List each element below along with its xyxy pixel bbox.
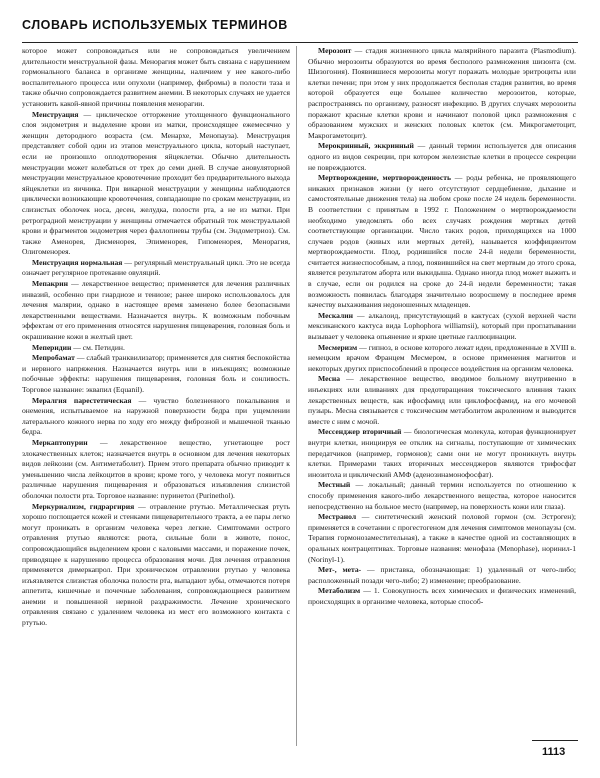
entry-text: — данный термин используется для описания одного из видов секреции, при котором железистые клетки в процессе секреции не повреждаются. <box>308 141 576 172</box>
entry-term: Местранол <box>318 512 357 522</box>
entry-text: — синтетический женский половой гормон (см. Эстроген); применяется в сочетании с прогестогеном для лечения симптомов менопаузы (см. Терапия гормонозаместительная), а также в качестве одной из составляющих в оральных контрацептивах. Торговые названия: менофаза (Menophase), норинил-1 (Norinyl-1). <box>308 512 576 564</box>
entry-term: Мерозоит <box>318 46 352 55</box>
glossary-entry <box>22 396 290 438</box>
left-column <box>22 46 290 629</box>
entry-text: — 1. Совокупность всех химических и физических изменений, происходящих в организме человека, которые способ- <box>308 586 576 606</box>
glossary-entry <box>308 311 576 343</box>
glossary-entry <box>308 343 576 375</box>
glossary-entry <box>308 46 576 141</box>
entry-term: Метаболизм <box>318 586 361 596</box>
glossary-entry <box>308 512 576 565</box>
glossary-entry <box>308 480 576 512</box>
glossary-entry <box>308 173 576 311</box>
entry-text: — отравление ртутью. Металлическая ртуть хорошо поглощается кожей и стенками пищеварительного тракта, а ее пары легко могут проникать в организм человека через легкие. Симптомами острого отравления ртутью являются: рвота, сильные боли в животе, понос, сопровождающийся выделением крови с каловыми массами, и поражение почек, приводящее к нарушению процесса образования мочи. Для лечения отравления применяется димеркапрол. При хроническом отравлении ртутью у человека изъязвляется слизистая оболочка полости рта, выпадают зубы, отмечаются потеря аппетита, кишечные и почечные заболевания, сопровождающиеся развитием анемии и повышенной нервной раздражимости. Лечение хронического отравления связано с удалением человека из мест его возможного контакта с ртутью. <box>22 501 290 628</box>
entry-term: Мералгия парестетическая <box>32 395 132 405</box>
entry-text: — биологическая молекула, которая функционирует внутри клетки, инициируя ее отклик на сигналы, поступающие от химических передатчиков (например, гормонов); сами они не могут проникнуть внутрь клетки. Примерами таких вторичных мессенджеров являются трифосфат инозитола и циклический АМФ (аденозинамонофосфат). <box>308 427 577 479</box>
right-column <box>308 46 576 607</box>
entry-text: — лекарственное вещество; применяется для лечения различных инвазий, особенно при гиардиозе и тениозе; ранее широко использовалось для лечения малярии, однако в настоящее время заменено более безопасными лекарственными веществами. Назначается внутрь. К возможным побочным эффектам от его применения относятся нарушения пищеварения, головная боль и окрашивание кожи в желтый цвет. <box>22 279 290 342</box>
entry-term: Мет-, мета- <box>318 565 362 575</box>
glossary-entry <box>22 110 290 258</box>
glossary-entry <box>22 343 290 354</box>
entry-term: Меперидин <box>32 342 72 352</box>
entry-term: Мескалин <box>318 310 354 320</box>
glossary-entry <box>22 502 290 629</box>
page-header <box>22 16 578 43</box>
entry-text: — алкалоид, присутствующий в кактусах (сухой верхней части мексиканского кактуса вида Lophophora williamsii), который при проглатывании вызывает у человека опьянение и яркие цветные галлюцинации. <box>308 310 576 342</box>
page-number-rule <box>532 740 578 741</box>
entry-term: Менструация нормальная <box>32 257 123 267</box>
glossary-entry <box>308 141 576 173</box>
entry-text: — регулярный менструальный цикл. Это не всегда означает регулярное протекание овуляций. <box>22 257 291 278</box>
glossary-entry <box>308 374 576 427</box>
entry-text: — лекарственное вещество, угнетающее рост злокачественных клеток; назначается внутрь в основном для лечения некоторых видов лейкозии (см. Антиметаболит). Прием этого препарата обычно приводит к уменьшению числа лейкоцитов в крови; кроме того, у человека могут появиться различные нарушения пищеварения и образоваться изъязвления слизистой оболочки полости рта. Торговое название: пуринетол (Purinethol). <box>22 437 290 500</box>
glossary-entry <box>22 279 290 343</box>
glossary-entry <box>308 565 576 586</box>
column-divider <box>296 46 297 746</box>
entry-term: Мертворождение, мертворожденность <box>318 173 451 183</box>
entry-text: — лекарственное вещество, вводимое больному внутривенно в инъекциях или вливаниях для предотвращения токсического влияния таких лекарственных веществ, как ифосфамид или циклофосфамид, на его мочевой пузырь. Месна связывается с токсическим метаболитом акролеином и выводится вместе с ним с мочой. <box>308 374 577 426</box>
entry-text: — см. Петидин. <box>73 342 125 352</box>
glossary-entry <box>22 438 290 502</box>
entry-text: — стадия жизненного цикла малярийного паразита (Plasmodium). Обычно мерозоиты образуются во время бесполого размножения шизонта (см. Шизогония). Появившиеся мерозоиты могут поражать молодые эритроциты или клетки печени; при этом у них продолжается бесполая стадия развития, во время которой образуется еще большее количество мерозоитов, которые, распространяясь по организму, разносят инфекцию. В других случаях мерозоиты поражают красные клетки крови и начинают половой цикл размножения с образованием мужских и женских половых клеток (см. Микрогаметоцит, Макрогаметоцит). <box>308 46 576 140</box>
entry-text: — циклическое отторжение утолщенного функционального слоя эндометрия и выделение крови из матки, происходящее ежемесячно у женщин детородного возраста (см. Менархе, Менопауза). Менструация представляет собой один из этапов менструального цикла, который наступает, если не произошло оплодотворения яйцеклетки. Обычно длительность менструации может колебаться от трех до семи дней. В случае ановуляторной менструации менструальное кровотечение проходит без предварительного выхода яйцеклетки из яичника. При викарной менструации у женщины наблюдаются циклически возникающие кровотечения, совпадающие по срокам менструации, из слизистых оболочек носа, десен, желудка, полости рта, а не из матки. При ретроградной менструации у женщины отмечается обратный ток менструальной крови и фрагментов эндометрия через фаллопиевы трубы (см. Эндометриоз). См. также Аменорея, Дисменорея, Эпименорея, Гипоменорея, Менорагия, Олигоменорея. <box>22 109 291 257</box>
entry-text: которое может сопровождаться или не сопровождаться увеличением длительности менструальной фазы. Менорагия может быть связана с нарушением гормонального баланса в организме женщины, наличием у нее какого-либо воспалительного процесса или опухоли (например, фибромы) в полости таза и также обычно сопровождается развитием анемии. В некоторых случаях не удается установить какой-явной причины появления менорагии. <box>22 46 290 108</box>
entry-text: — роды ребенка, не проявляющего никаких признаков жизни (у него отсутствуют сердцебиение, дыхание и самостоятельные движения тела) на любом сроке после 24 недель беременности. В соответствии с принятым в 1992 г. Положением о мертворождаемости необходимо уведомлять обо всех случаях рождения мертвых детей соответствующие организации. Число таких родов, приходящихся на 1000 случаев родов (живых или мертвых детей), называется коэффициентом мертворождаемости. Плод, родившийся после 24-й недели беременности, считается жизнеспособным, а плод, появившийся на свет мертвым до этого срока, является результатом аборта или выкидыша. Однако иногда плод может выжить и в случае, если он родился на сроке до 24-й недели беременности; такая возможность появилась благодаря значительно возросшему в последнее время качеству выхаживания недоношенных младенцев. <box>308 173 576 310</box>
entry-term: Меркаптопурин <box>32 437 88 447</box>
glossary-entry <box>22 258 290 279</box>
entry-term: Месмеризм <box>318 342 358 352</box>
glossary-entry <box>22 46 290 110</box>
entry-term: Меркуриализм, гидраргирия <box>32 501 135 511</box>
entry-term: Мерокринный, эккринный <box>318 141 414 151</box>
entry-text: — чувство болезненного покалывания и онемения, испытываемое на наружной поверхности бедра при ущемлении латерального кожного нерва по ходу его между фиброзной и мышечной тканью бедра. <box>22 395 290 437</box>
entry-term: Местный <box>318 480 351 490</box>
entry-term: Мепакрин <box>32 279 68 289</box>
glossary-entry <box>308 427 576 480</box>
entry-term: Мессенджер вторичный <box>318 427 402 437</box>
entry-term: Менструация <box>32 109 79 119</box>
glossary-entry <box>308 586 576 607</box>
page-number: 1113 <box>542 746 566 758</box>
entry-text: — гипноз, в основе которого лежат идеи, предложенные в XVIII в. немецким врачом Францем Месмером, в основе применения магнитов и некоторых других приспособлений в процессе воздействия на организм человека. <box>308 342 576 373</box>
entry-text: — слабый транквилизатор; применяется для снятия беспокойства и нервного напряжения. Назначается внутрь или в инъекциях; возможные побочные эффекты: нарушения пищеварения, головная боль и сонливость. Торговое название: эквапил (Equanil). <box>22 353 290 394</box>
entry-term: Мепробамат <box>32 353 75 363</box>
glossary-entry <box>22 353 290 395</box>
entry-text: — локальный; данный термин используется по отношению к способу применения какого-либо лекарственного вещества, которое наносится непосредственно на больное место (например, на поверхность кожи или глаза). <box>308 480 576 511</box>
header-title: СЛОВАРЬ ИСПОЛЬЗУЕМЫХ ТЕРМИНОВ <box>22 18 288 32</box>
entry-term: Месна <box>318 374 341 384</box>
entry-text: — приставка, обозначающая: 1) удаленный от чего-либо; расположенный позади чего-либо; 2) изменение; преобразование. <box>308 565 576 585</box>
